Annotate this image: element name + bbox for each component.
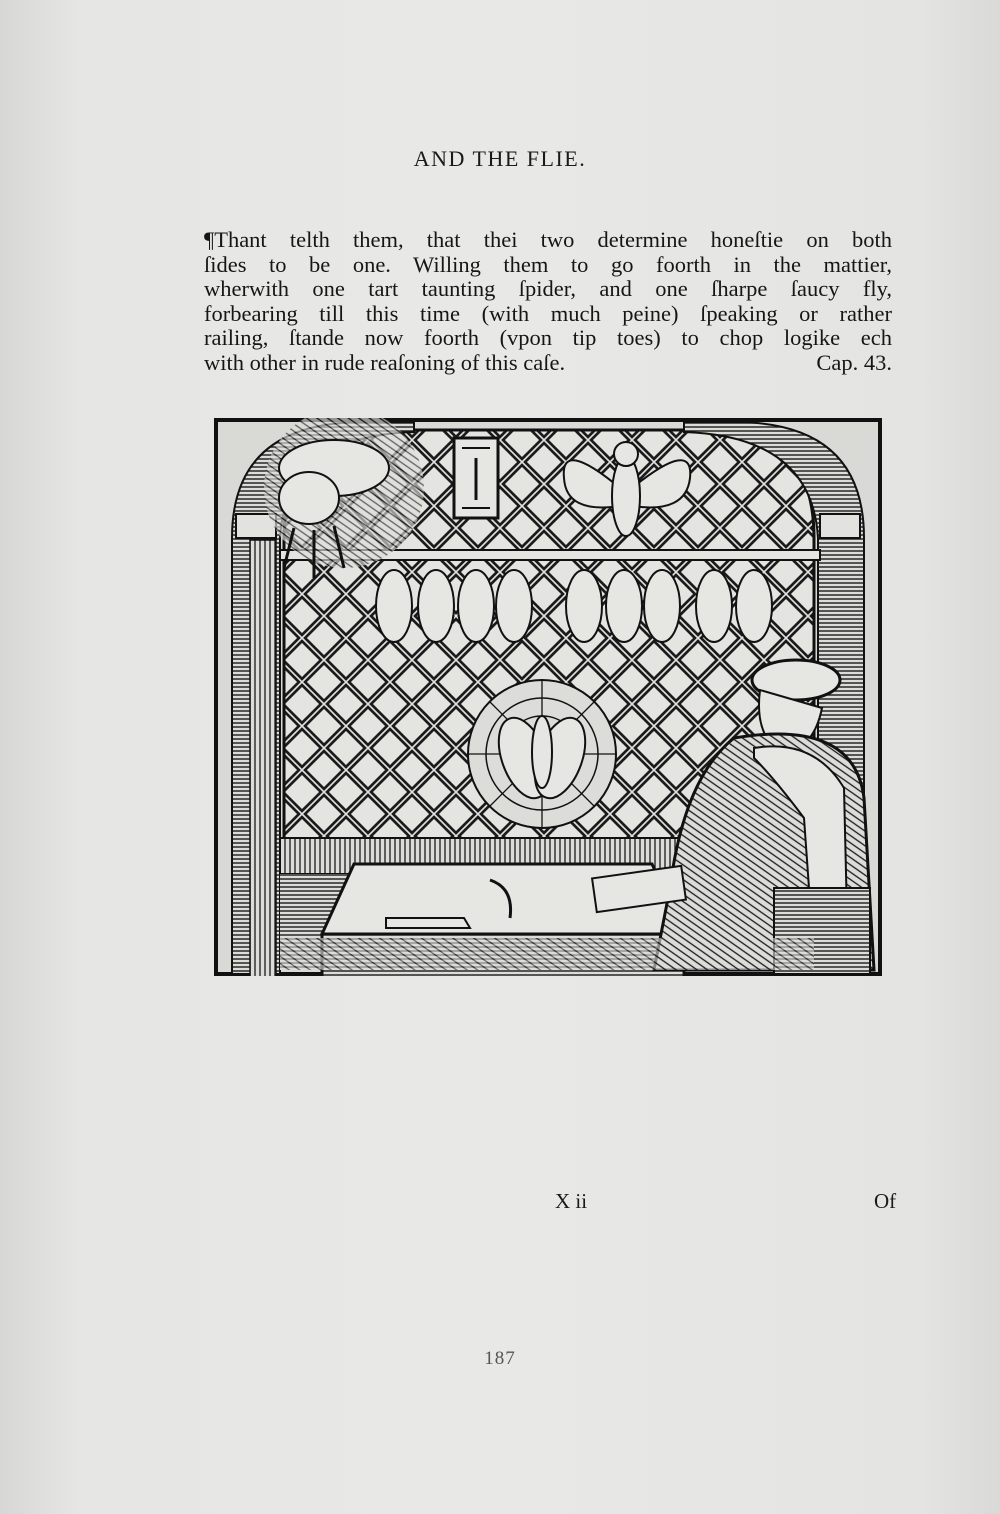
woodcut-svg [214,418,882,976]
chapter-summary-paragraph [204,228,892,375]
page-number: 187 [484,1348,516,1369]
catchword: Of [874,1189,897,1213]
paragraph-line: with other in rude reaſoning of this caſe. [204,349,566,375]
hanging-flies-row [376,570,772,642]
paragraph-last-line [204,351,892,376]
spider-web-drawing [468,680,616,828]
paragraph-line: ſides to be one. Willing them to go foorth in the mattier, [204,252,892,277]
running-head: AND THE FLIE. [413,146,587,171]
signature-mark: X ii [555,1189,588,1213]
paragraph-line: forbearing till this time (with much peine) ſpeaking or rather [204,301,892,326]
paragraph-line: wherwith one tart taunting ſpider, and one ſharpe ſaucy fly, [204,277,892,301]
paragraph-line: railing, ſtande now foorth (vpon tip toes) to chop logike ech [204,326,892,350]
chapter-number: Cap. 43. [816,349,892,375]
woodcut-illustration [214,418,882,976]
paragraph-line: ¶Thant telth them, that thei two determine honeſtie on both [204,228,892,252]
lantern-drawing [454,438,498,518]
